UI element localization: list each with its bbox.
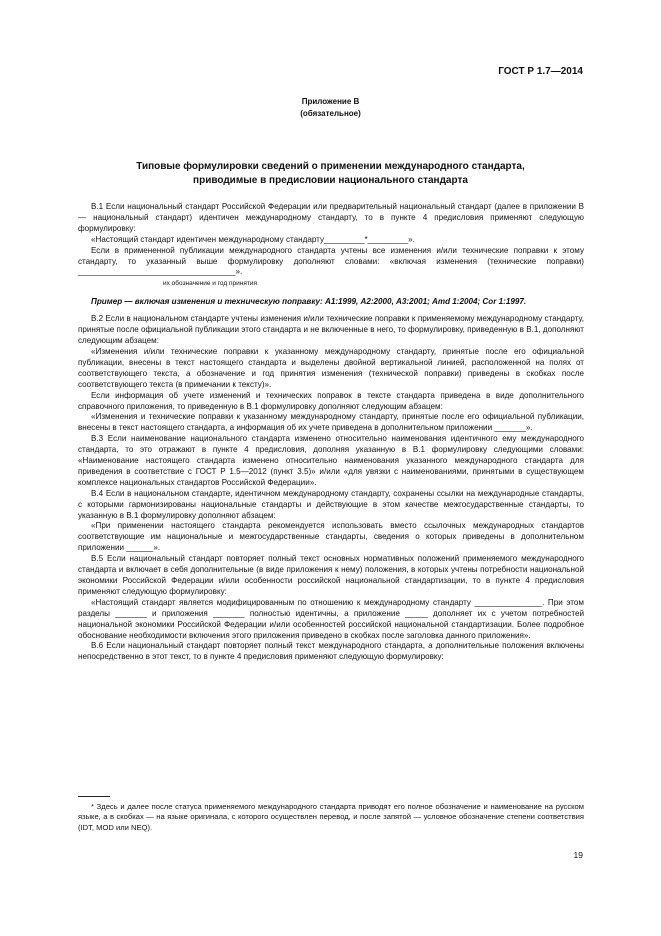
appendix-status: (обязательное) (300, 109, 361, 118)
page-number: 19 (573, 850, 583, 860)
paragraph-b3: В.3 Если наименование национального стандарта изменено относительно наименования идентичного ему международного стандарта, то это отражают в пункте 4 предисловия, дополняя указанную в В.1 формулировку следующими словами: «Наименование настоящего стандарта изменено относительно наименования указанного международного стандарта для приведения в соответствие с ГОСТ Р 1.5—2012 (пункт 3.5)» и/или «для увязки с наименованиями, принятыми в существующем комплексе национальных стандартов Российской Федерации». (78, 434, 584, 487)
example-line: Пример — включая изменения и техническую поправку: А1:1999, А2:2000, А3:2001; Amd 1:2004; Cor 1:1997. (91, 297, 527, 307)
quote-b2: «Изменения и/или технические поправки к указанному международному стандарту, принятые после его официальной публикации, внесены в текст настоящего стандарта и выделены двойной вертикальной линией, расположенной на полях от соответствующего текста, а обозначение и год принятия изменения (технической поправки) приведены в скобках после соответствующего текста (в примечании к тексту)». (78, 346, 584, 389)
quote-b5: «Настоящий стандарт является модифицированным по отношению к международному стандарту _______________. При этом разделы _______ и приложения _______ полностью идентичны, а приложение _____ дополняет их с учетом потребностей национальной экономики Российской Федерации и/или особенностей российской национальной стандартизации. Более подробное обоснование необходимости включения этого приложения приведено в скобках после заголовка данного приложения». (78, 597, 584, 640)
footnote: * Здесь и далее после статуса применяемого международного стандарта приводят его полное обозначение и наименование на русском языке, а в скобках — на языке оригинала, с которого осуществлен перевод, и после запятой — условное обозначение степени соответствия (IDT, MOD или NEQ). (78, 802, 584, 832)
paragraph-b2-info: Если информация об учете изменений и технических поправок в тексте стандарта приведена в виде дополнительного справочного приложения, то приведенную в В.1 формулировку дополняют следующим абзацем: (78, 390, 584, 411)
quote-b1: «Настоящий стандарт идентичен международному стандарту_________*_________». (91, 234, 415, 244)
quote-b4: «При применении настоящего стандарта рекомендуется использовать вместо ссылочных международных стандартов соответствующие им национальные и межгосударственные стандарты, сведения о которых приведены в дополнительном приложении ______». (78, 521, 584, 553)
paragraph-b6: В.6 Если национальный стандарт повторяет полный текст международного стандарта, а дополнительные положения включены непосредственно в этот текст, то в пункте 4 предисловия применяют следующую формулировку: (78, 641, 584, 662)
document-id: ГОСТ Р 1.7—2014 (498, 66, 583, 77)
quote-b2-info: «Изменения и технические поправки к указанному международному стандарту, принятые после его официальной публикации, внесены в текст настоящего стандарта, а информация об их учете приведена в дополнительном приложении _______». (78, 412, 584, 433)
blank-caption: их обозначение и год принятия (163, 280, 257, 288)
paragraph-b2: В.2 Если в национальном стандарте учтены изменения и/или технические поправки к применяемому международному стандарту, принятые после официальной публикации этого стандарта и не включенные в него, то формулировку, приведенную в В.1, дополняют следующим абзацем: (78, 314, 584, 346)
appendix-body (78, 202, 584, 663)
paragraph-b1-amendments: Если в примененной публикации международного стандарта учтены все изменения и/или технические поправки к этому стандарту, то указанный выше формулировку дополняют словами: «включая изменения (технические поправки) ___________________________________». (78, 245, 584, 277)
paragraph-b4: В.4 Если в национальном стандарте, идентичном международному стандарту, сохранены ссылки на международные стандарты, с которыми гармонизированы национальные стандарты и действующие в этом качестве межгосударственные стандарты, то указанную в В.1 формулировку дополняют абзацем: (78, 488, 584, 520)
title-line-1: Типовые формулировки сведений о применении международного стандарта, (136, 161, 525, 172)
footnote-divider (78, 796, 110, 797)
paragraph-b1: В.1 Если национальный стандарт Российской Федерации или предварительный национальный стандарт (далее в приложении В — национальный стандарт) идентичен международному стандарту, то в пункте 4 предисловия применяют следующую формулировку: (78, 202, 584, 233)
paragraph-b5: В.5 Если национальный стандарт повторяет полный текст основных нормативных положений применяемого международного стандарта и включает в себя дополнительные (в виде приложения к нему) положения, в которых учтены потребности национальной экономики Российской Федерации и/или особенности российской национальной стандартизации, то в пункте 4 предисловия применяют следующую формулировку: (78, 554, 584, 596)
appendix-label: Приложение В (301, 97, 360, 106)
appendix-title (60, 160, 601, 188)
title-line-2: приводимые в предисловии национального стандарта (193, 175, 468, 186)
